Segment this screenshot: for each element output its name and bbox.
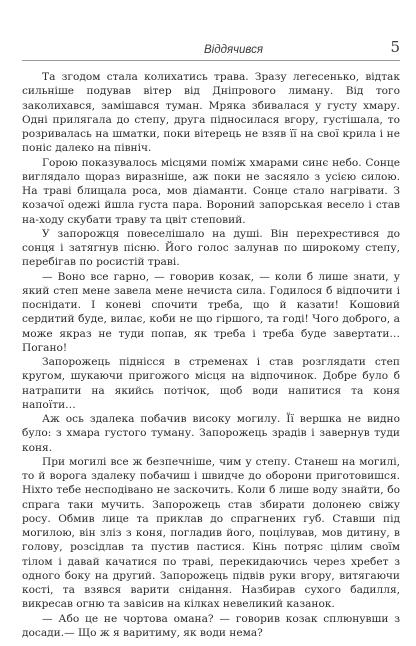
paragraph: При могилі все ж безпечніше, чим у степу. Станеш на могилі, то й ворога здалеку побачиш і швидче до оборони приготовишся. Ніхто тебе несподівано не заскочить. Коли б лише воду знайти, бо спрага таки мучить. Запорожець став збирати долонею свіжу росу. Обмив лице та приклав до спрагнених губ. Ставши під могилою, він зліз з коня, погладив його, поцілував, мов дитину, в голову, розсідлав та пустив пастися. Кінь потряс цілим своїм тілом і давай качатися по траві, перекидаючись через хребет з одного боку на другий. Запорожець підвів руки вгору, витягаючи кості, та взявся варити снідання. Назбирав сухого бадилля, викресав огню та завісив на кілках невеликий казанок. [22,455,400,611]
header-rule [22,60,400,61]
paragraph: Запорожець піднісся в стременах і став розглядати степ кругом, шукаючи пригожого місця на відпочинок. Добре було б натрапити на якийсь потічок, щоб води напитися та коня напоїти… [22,356,400,411]
page-header [0,0,416,60]
paragraph: Та згодом стала колихатись трава. Зразу легесенько, відтак сильніше подував вітер від Дніпрового лиману. Від того заколихався, замішався туман. Мряка збивалася у густу хмару. Одні прилягала до степу, друга підносилася вгору, густішала, то розривалась на шматки, поки вітерець не взяв її на свої крила і не поніс далеко на північ. [22,71,400,155]
paragraph: — Воно все гарно, — говорив козак, — коли б лише знати, у який степ мене завела мене нечиста сила. Годилося б відпочити і поснідати. І коневі спочити треба, що й казати! Кошовий сердитий буде, вилає, коби не що гіршого, та годі! Чого доброго, а може якраз не туди попав, як треба і треба буде завертати… Погано! [22,270,400,354]
paragraph: Аж ось здалека побачив високу могилу. Її вершка не видно було: з хмара густого туману. Запорожець зрадів і завернув туди коня. [22,413,400,454]
paragraph: — Або це не чортова омана? — говорив козак сплюнувши з досади.— Що ж я варитиму, як води нема? [22,612,400,639]
paragraph: Горою показувалось місцями поміж хмарами синє небо. Сонце виглядало щораз виразніше, аж поки не засяяло з усією силою. На траві блищала роса, мов діаманти. Сонце стало нагрівати. З козачої одежі йшла густа пара. Вороний запорськая весело і став на-ходу скубати траву та цвіт степовий. [22,156,400,226]
running-title: Віддячився [204,44,264,56]
page-number: 5 [390,38,400,56]
text-body [22,70,400,640]
paragraph: У запорожця повеселішало на душі. Він перехрестився до сонця і затягнув пісню. Його голос залунав по широкому степу, перебігав по росистій траві. [22,227,400,269]
